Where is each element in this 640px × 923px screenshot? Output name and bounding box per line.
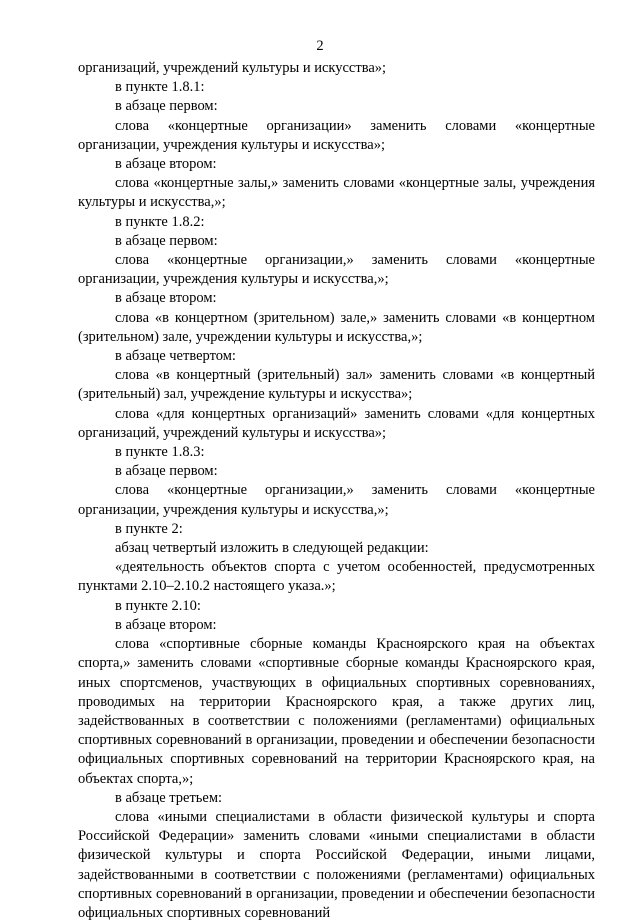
paragraph: слова «концертные организации» заменить словами «концертные организации, учреждения культуры и искусства»; xyxy=(78,117,595,153)
paragraph: слова «концертные залы,» заменить словами «концертные залы, учреждения культуры и искусства,»; xyxy=(78,175,595,211)
paragraph: в абзаце третьем: xyxy=(115,789,223,806)
paragraph: в пункте 1.8.1: xyxy=(115,79,205,96)
paragraph: в абзаце четвертом: xyxy=(115,348,236,365)
paragraph: слова «для концертных организаций» заменить словами «для концертных организаций, учреждений культуры и искусства»; xyxy=(78,405,595,441)
paragraph: «деятельность объектов спорта с учетом особенностей, предусмотренных пунктами 2.10–2.10.2 настоящего указа.»; xyxy=(78,559,595,595)
paragraph: абзац четвертый изложить в следующей редакции: xyxy=(115,540,429,557)
paragraph: в абзаце первом: xyxy=(115,98,218,115)
paragraph: в абзаце первом: xyxy=(115,232,218,249)
paragraph: в абзаце втором: xyxy=(115,290,217,307)
paragraph: в пункте 2: xyxy=(115,520,183,537)
document-body xyxy=(78,59,595,923)
paragraph: в пункте 1.8.2: xyxy=(115,213,205,230)
paragraph: в пункте 2.10: xyxy=(115,597,201,614)
paragraph: в абзаце втором: xyxy=(115,616,217,633)
paragraph: слова «в концертном (зрительном) зале,» заменить словами «в концертном (зрительном) зале, учреждении культуры и искусства,»; xyxy=(78,309,595,345)
paragraph: слова «иными специалистами в области физической культуры и спорта Российской Федерации» заменить словами «иными специалистами в области физической культуры и спорта Российской Федерации, иными лицами, задействованными в соответствии с положениями (регламентами) официальных спортивных соревнований в организации, проведении и обеспечении безопасности официальных спортивных соревнований xyxy=(78,808,595,921)
paragraph: слова «спортивные сборные команды Красноярского края на объектах спорта,» заменить словами «спортивные сборные команды Красноярского края, иных спортсменов, участвующих в официальных спортивных соревнованиях, проводимых на территории Красноярского края, а также других лиц, задействованных в соответствии с положениями (регламентами) официальных спортивных соревнований в организации, проведении и обеспечении безопасности официальных спортивных соревнований на территории Красноярского края, на объектах спорта,»; xyxy=(78,636,595,787)
page-number: 2 xyxy=(316,38,324,54)
paragraph: слова «концертные организации,» заменить словами «концертные организации, учреждения культуры и искусства,»; xyxy=(78,252,595,288)
paragraph: слова «концертные организации,» заменить словами «концертные организации, учреждения культуры и искусства,»; xyxy=(78,482,595,518)
paragraph: в абзаце втором: xyxy=(115,156,217,173)
paragraph: слова «в концертный (зрительный) зал» заменить словами «в концертный (зрительный) зал, учреждение культуры и искусства»; xyxy=(78,367,595,403)
paragraph: организаций, учреждений культуры и искусства»; xyxy=(78,60,387,76)
paragraph: в абзаце первом: xyxy=(115,463,218,480)
paragraph: в пункте 1.8.3: xyxy=(115,444,205,461)
